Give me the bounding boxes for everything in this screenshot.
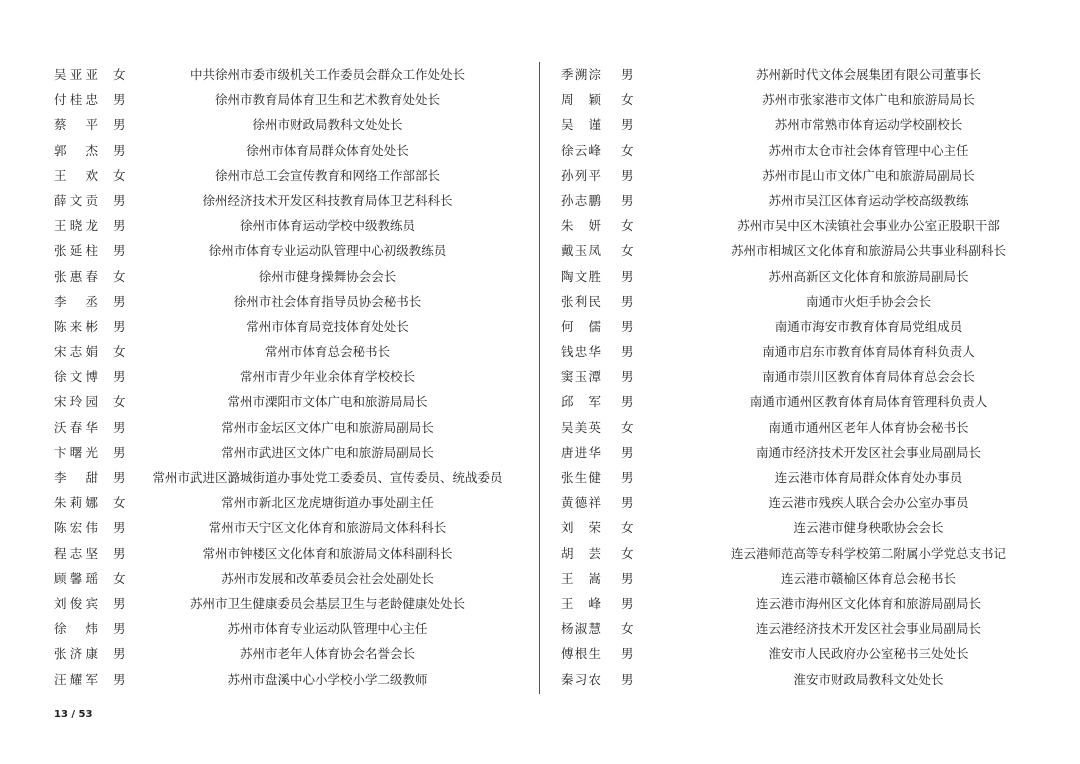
- person-name: 薛文贡: [54, 192, 98, 208]
- list-row: [0, 541, 539, 566]
- list-row: [0, 364, 539, 389]
- person-gender: 女: [113, 570, 126, 586]
- person-gender: 男: [621, 318, 634, 334]
- person-title: 徐州市总工会宣传教育和网络工作部部长: [214, 167, 440, 183]
- list-row: [541, 541, 1080, 566]
- person-gender: 女: [113, 344, 126, 360]
- person-name: 刘 荣: [561, 520, 601, 536]
- person-title: 常州市武进区潞城街道办事处党工委委员、宣传委员、统战委员: [152, 470, 503, 485]
- person-gender: 男: [113, 142, 126, 158]
- list-row: [541, 515, 1080, 540]
- person-title: 徐州市体育局群众体育处处长: [246, 142, 409, 158]
- list-row: [0, 238, 539, 263]
- person-title: 苏州市张家港市文体广电和旅游局局长: [762, 92, 975, 108]
- person-title: 连云港市赣榆区体育总会秘书长: [780, 570, 956, 586]
- person-name: 朱 妍: [561, 218, 601, 234]
- person-gender: 女: [621, 142, 634, 158]
- person-name: 汪耀军: [54, 671, 98, 687]
- person-title: 南通市火炬手协会会长: [805, 293, 931, 309]
- person-name: 钱忠华: [561, 344, 601, 360]
- person-title: 苏州市老年人体育协会名誉会长: [239, 646, 415, 662]
- list-row: [541, 490, 1080, 515]
- person-name: 顾馨瑶: [54, 570, 98, 586]
- person-title: 淮安市财政局教科文处处长: [793, 671, 944, 687]
- person-title: 常州市天宁区文化体育和旅游局文体科科长: [208, 520, 447, 536]
- person-title: 徐州市健身操舞协会会长: [258, 268, 397, 284]
- person-gender: 女: [113, 495, 126, 511]
- person-name: 黄德祥: [561, 495, 601, 511]
- list-row: [0, 616, 539, 641]
- person-gender: 女: [113, 394, 126, 410]
- person-name: 张生健: [561, 470, 601, 485]
- list-row: [0, 112, 539, 137]
- person-title: 常州市金坛区文体广电和旅游局副局长: [221, 419, 434, 435]
- list-row: [0, 213, 539, 238]
- list-row: [541, 465, 1080, 490]
- person-name: 程志坚: [54, 545, 98, 561]
- person-name: 付桂忠: [54, 92, 98, 108]
- person-gender: 女: [621, 545, 634, 561]
- list-row: [541, 238, 1080, 263]
- person-title: 常州市钟楼区文化体育和旅游局文体科副科长: [202, 545, 453, 561]
- person-gender: 男: [621, 595, 634, 611]
- person-gender: 女: [621, 419, 634, 435]
- person-title: 徐州市体育运动学校中级教练员: [239, 218, 415, 234]
- person-title: 常州市青少年业余体育学校校长: [239, 369, 415, 385]
- person-name: 蔡 平: [54, 117, 98, 133]
- list-row: [0, 289, 539, 314]
- list-row: [541, 339, 1080, 364]
- person-name: 张惠春: [54, 268, 98, 284]
- person-title: 苏州市发展和改革委员会社会处副处长: [221, 570, 434, 586]
- person-name: 何 儒: [561, 318, 601, 334]
- person-title: 苏州市盘溪中心小学校小学二级教师: [227, 671, 428, 687]
- list-row: [0, 314, 539, 339]
- list-row: [0, 465, 539, 490]
- person-title: 徐州市教育局体育卫生和艺术教育处处长: [214, 92, 440, 108]
- list-row: [0, 591, 539, 616]
- person-gender: 男: [621, 394, 634, 410]
- person-name: 张利民: [561, 293, 601, 309]
- person-name: 徐 炜: [54, 621, 98, 637]
- person-gender: 女: [113, 167, 126, 183]
- person-title: 徐州市财政局教科文处处长: [252, 117, 403, 133]
- person-gender: 男: [113, 318, 126, 334]
- person-gender: 男: [621, 167, 634, 183]
- person-title: 徐州市体育专业运动队管理中心初级教练员: [208, 243, 447, 259]
- person-gender: 男: [621, 671, 634, 687]
- list-row: [541, 62, 1080, 87]
- list-row: [541, 289, 1080, 314]
- person-gender: 男: [113, 369, 126, 385]
- person-name: 沃春华: [54, 419, 98, 435]
- person-name: 戴玉凤: [561, 243, 601, 259]
- person-name: 王 嵩: [561, 570, 601, 586]
- person-gender: 男: [113, 117, 126, 133]
- person-title: 连云港市健身秧歌协会会长: [793, 520, 944, 536]
- person-name: 陶文胜: [561, 268, 601, 284]
- person-gender: 男: [113, 595, 126, 611]
- list-row: [541, 163, 1080, 188]
- person-title: 徐州市社会体育指导员协会秘书长: [233, 293, 422, 309]
- person-gender: 男: [113, 545, 126, 561]
- list-row: [541, 667, 1080, 692]
- person-name: 秦习农: [561, 671, 601, 687]
- person-name: 徐文博: [54, 369, 98, 385]
- column-divider: [539, 62, 540, 694]
- person-gender: 女: [621, 520, 634, 536]
- list-row: [541, 566, 1080, 591]
- person-title: 苏州市吴江区体育运动学校高级教练: [768, 192, 969, 208]
- person-name: 徐云峰: [561, 142, 601, 158]
- person-name: 宋志娟: [54, 344, 98, 360]
- list-row: [0, 339, 539, 364]
- person-gender: 男: [621, 117, 634, 133]
- person-name: 季溯淙: [561, 67, 601, 82]
- list-row: [0, 515, 539, 540]
- page-number: 13 / 53: [54, 709, 93, 720]
- list-row: [0, 188, 539, 213]
- person-gender: 男: [113, 293, 126, 309]
- person-title: 苏州市昆山市文体广电和旅游局副局长: [762, 167, 975, 183]
- person-title: 常州市溧阳市文体广电和旅游局局长: [227, 394, 428, 410]
- person-title: 苏州市吴中区木渎镇社会事业办公室正股职干部: [737, 218, 1000, 234]
- list-row: [541, 591, 1080, 616]
- person-name: 杨淑慧: [561, 621, 601, 637]
- person-title: 连云港市体育局群众体育处办事员: [774, 470, 963, 485]
- person-gender: 男: [621, 444, 634, 460]
- person-title: 常州市体育总会秘书长: [264, 344, 390, 360]
- person-title: 苏州市卫生健康委员会基层卫生与老龄健康处处长: [189, 595, 465, 611]
- person-gender: 男: [621, 495, 634, 511]
- person-name: 吴亚亚: [54, 67, 98, 82]
- person-title: 中共徐州市委市级机关工作委员会群众工作处处长: [189, 67, 465, 82]
- person-name: 胡 芸: [561, 545, 601, 561]
- person-name: 王 欢: [54, 167, 98, 183]
- person-name: 窦玉潭: [561, 369, 601, 385]
- person-gender: 男: [621, 67, 634, 82]
- list-row: [0, 415, 539, 440]
- list-row: [541, 415, 1080, 440]
- person-gender: 男: [621, 293, 634, 309]
- person-name: 孙志鹏: [561, 192, 601, 208]
- list-row: [541, 440, 1080, 465]
- person-title: 南通市通州区老年人体育协会秘书长: [768, 419, 969, 435]
- person-gender: 女: [621, 92, 634, 108]
- list-row: [541, 389, 1080, 414]
- person-name: 傅根生: [561, 646, 601, 662]
- left-column: [0, 62, 539, 692]
- person-name: 唐进华: [561, 444, 601, 460]
- person-title: 南通市启东市教育体育局体育科负责人: [762, 344, 975, 360]
- person-gender: 男: [113, 419, 126, 435]
- person-gender: 男: [621, 192, 634, 208]
- person-title: 连云港市海州区文化体育和旅游局副局长: [755, 595, 981, 611]
- person-gender: 女: [113, 67, 126, 82]
- list-row: [0, 138, 539, 163]
- person-title: 连云港市残疾人联合会办公室办事员: [768, 495, 969, 511]
- person-gender: 男: [113, 520, 126, 536]
- person-gender: 女: [621, 218, 634, 234]
- person-gender: 男: [113, 92, 126, 108]
- person-title: 徐州经济技术开发区科技教育局体卫艺科科长: [202, 192, 453, 208]
- list-row: [541, 138, 1080, 163]
- list-row: [0, 566, 539, 591]
- list-row: [0, 163, 539, 188]
- person-title: 南通市经济技术开发区社会事业局副局长: [755, 444, 981, 460]
- person-title: 南通市海安市教育体育局党组成员: [774, 318, 963, 334]
- person-gender: 女: [621, 621, 634, 637]
- person-name: 卞曙光: [54, 444, 98, 460]
- person-name: 刘俊宾: [54, 595, 98, 611]
- person-title: 连云港经济技术开发区社会事业局副局长: [755, 621, 981, 637]
- person-gender: 男: [113, 621, 126, 637]
- person-name: 吴 谨: [561, 117, 601, 133]
- list-row: [541, 264, 1080, 289]
- person-title: 常州市武进区文体广电和旅游局副局长: [221, 444, 434, 460]
- person-title: 淮安市人民政府办公室秘书三处处长: [768, 646, 969, 662]
- list-row: [541, 188, 1080, 213]
- person-gender: 男: [621, 369, 634, 385]
- person-gender: 男: [621, 470, 634, 485]
- person-gender: 男: [621, 268, 634, 284]
- person-gender: 男: [621, 570, 634, 586]
- person-name: 王晓龙: [54, 218, 98, 234]
- list-row: [541, 641, 1080, 666]
- list-row: [0, 490, 539, 515]
- list-row: [541, 87, 1080, 112]
- person-name: 王 峰: [561, 595, 601, 611]
- person-gender: 男: [113, 218, 126, 234]
- person-name: 李 丞: [54, 293, 98, 309]
- person-name: 陈来彬: [54, 318, 98, 334]
- list-row: [541, 364, 1080, 389]
- person-title: 苏州市体育专业运动队管理中心主任: [227, 621, 428, 637]
- list-row: [0, 264, 539, 289]
- person-title: 苏州市常熟市体育运动学校副校长: [774, 117, 963, 133]
- person-name: 陈宏伟: [54, 520, 98, 536]
- person-title: 南通市崇川区教育体育局体育总会会长: [762, 369, 975, 385]
- person-gender: 男: [113, 646, 126, 662]
- person-name: 李 甜: [54, 470, 98, 485]
- person-name: 吴美英: [561, 419, 601, 435]
- person-title: 苏州高新区文化体育和旅游局副局长: [768, 268, 969, 284]
- list-row: [0, 389, 539, 414]
- person-name: 张延柱: [54, 243, 98, 259]
- person-gender: 男: [621, 344, 634, 360]
- person-gender: 女: [113, 268, 126, 284]
- person-gender: 男: [621, 646, 634, 662]
- person-name: 张济康: [54, 646, 98, 662]
- person-name: 周 颖: [561, 92, 601, 108]
- person-name: 邱 军: [561, 394, 601, 410]
- person-name: 朱莉娜: [54, 495, 98, 511]
- list-row: [541, 314, 1080, 339]
- person-title: 常州市体育局竞技体育处处长: [246, 318, 409, 334]
- person-gender: 男: [113, 243, 126, 259]
- person-gender: 男: [113, 444, 126, 460]
- right-column: [541, 62, 1080, 692]
- list-row: [0, 667, 539, 692]
- person-title: 连云港师范高等专科学校第二附属小学党总支书记: [730, 545, 1006, 561]
- person-name: 孙列平: [561, 167, 601, 183]
- person-gender: 女: [621, 243, 634, 259]
- list-row: [541, 616, 1080, 641]
- person-title: 苏州新时代文体会展集团有限公司董事长: [755, 67, 981, 82]
- person-title: 苏州市相城区文化体育和旅游局公共事业科副科长: [730, 243, 1006, 259]
- person-name: 宋玲园: [54, 394, 98, 410]
- person-name: 郭 杰: [54, 142, 98, 158]
- person-gender: 男: [113, 671, 126, 687]
- list-row: [541, 213, 1080, 238]
- list-row: [541, 112, 1080, 137]
- list-row: [0, 440, 539, 465]
- person-gender: 男: [113, 470, 126, 485]
- list-row: [0, 641, 539, 666]
- person-title: 南通市通州区教育体育局体育管理科负责人: [749, 394, 988, 410]
- person-title: 常州市新北区龙虎塘街道办事处副主任: [221, 495, 434, 511]
- list-row: [0, 87, 539, 112]
- person-gender: 男: [113, 192, 126, 208]
- person-title: 苏州市太仓市社会体育管理中心主任: [768, 142, 969, 158]
- list-row: [0, 62, 539, 87]
